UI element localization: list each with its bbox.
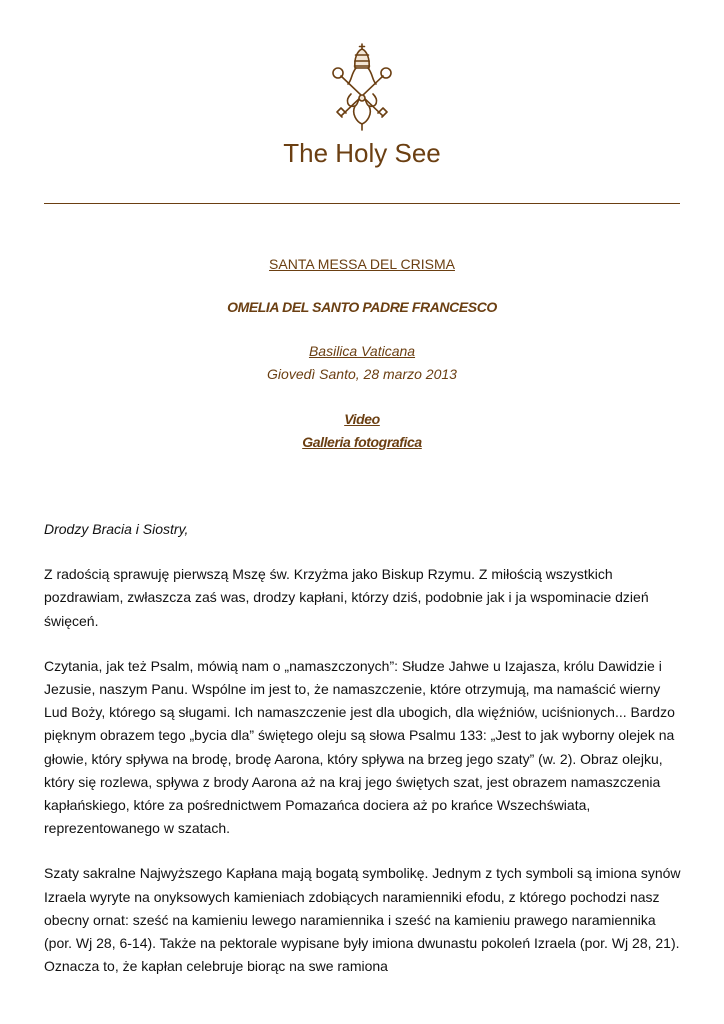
paragraph: Szaty sakralne Najwyższego Kapłana mają bogatą symbolikę. Jednym z tych symboli są imiona synów Izraela wyryte na onyksowych kamieniach zdobiących naramienniki efodu, z którego pochodzi nasz obecny ornat: sześć na kamieniu lewego naramiennika i sześć na kamieniu prawego naramiennika (por. Wj 28, 6-14). Także na pektorale wypisane były imiona dwunastu pokoleń Izraela (por. Wj 28, 21). Oznacza to, że kapłan celebruje biorąc na swe ramiona (44, 865, 681, 975)
site-title[interactable]: The Holy See (283, 138, 441, 168)
salutation: Drodzy Bracia i Siostry, (44, 521, 189, 537)
paragraph: Z radością sprawuję pierwszą Mszę św. Krzyżma jako Biskup Rzymu. Z miłością wszystkich pozdrawiam, zwłaszcza zaś was, drodzy kapłani, którzy dziś, podobnie jak i ja wspominacie dzień święceń. (44, 566, 649, 629)
photo-gallery-link[interactable]: Galleria fotografica (302, 434, 422, 450)
homily-heading: OMELIA DEL SANTO PADRE FRANCESCO (227, 299, 497, 315)
event-title-link[interactable]: SANTA MESSA DEL CRISMA (269, 256, 455, 272)
papal-coat-of-arms-icon (321, 42, 403, 132)
place-link[interactable]: Basilica Vaticana (308, 343, 416, 359)
event-date: Giovedì Santo, 28 marzo 2013 (267, 366, 457, 382)
video-link[interactable]: Video (344, 411, 380, 427)
paragraph: Czytania, jak też Psalm, mówią nam o „namaszczonych”: Słudze Jahwe u Izajasza, królu Dawidzie i Jezusie, naszym Panu. Wspólne im jest to, że namaszczenie, które otrzymują, ma namaścić wierny Lud Boży, którego są sługami. Ich namaszczenie jest dla ubogich, dla więźniów, uciśnionych... Bardzo pięknym obrazem tego „bycia dla” świętego oleju są słowa Psalmu 133: „Jest to jak wyborny olejek na głowie, który spływa na brodę, brodę Aarona, który spływa na brzeg jego szaty” (w. 2). Obraz olejku, który się rozlewa, spływa z brody Aarona aż na kraj jego świętych szat, jest obrazem namaszczenia kapłańskiego, które za pośrednictwem Pomazańca dociera aż po krańce Wszechświata, reprezentowanego w szatach. (44, 657, 675, 837)
homily-body (44, 518, 684, 1000)
header-divider (44, 203, 680, 204)
